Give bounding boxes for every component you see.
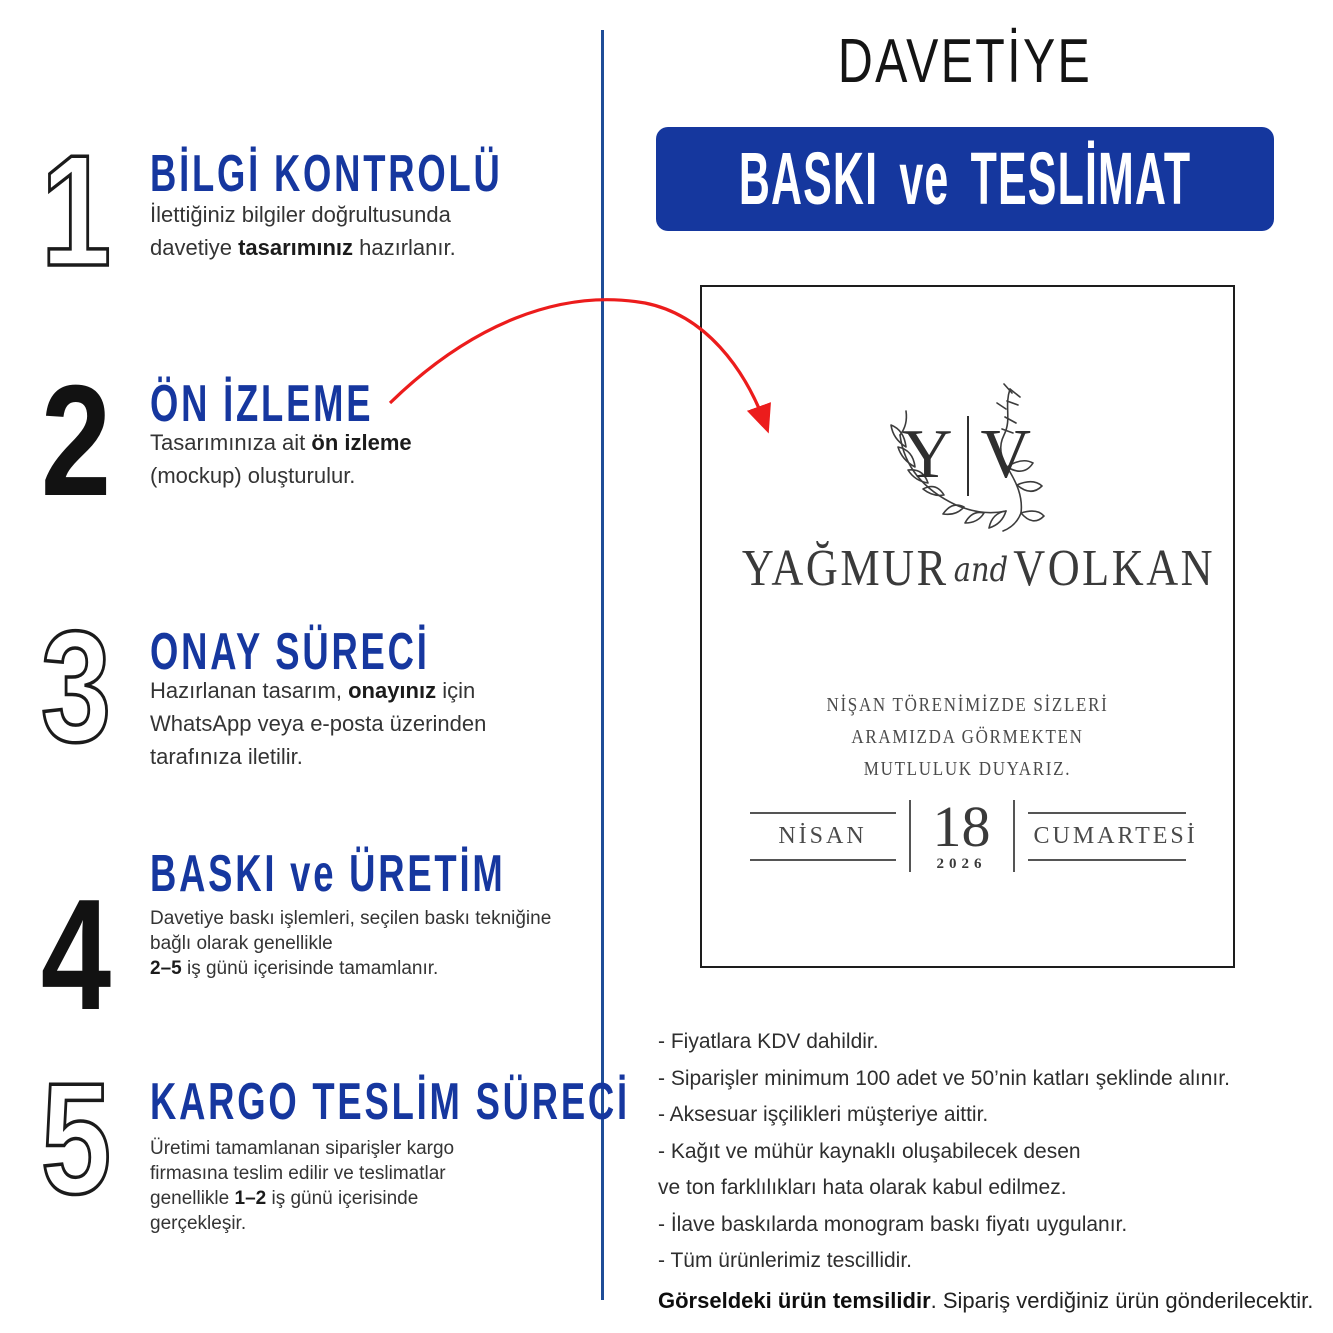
- name-connector: and: [953, 550, 1009, 590]
- step-5-desc-text: iş günü içerisinde gerçekleşir.: [150, 1188, 419, 1235]
- step-4-desc-text: Davetiye baskı işlemleri, seçilen baskı tekniğine bağlı olarak genellikle: [150, 908, 552, 955]
- bride-name: YAĞMUR: [741, 540, 949, 597]
- note-line: - Tüm ürünlerimiz tescillidir.: [658, 1249, 912, 1272]
- step-3-desc-bold: onayınız: [348, 678, 437, 703]
- step-5-title: KARGO TESLİM SÜRECİ: [150, 1073, 630, 1131]
- step-1-desc-text: İlettiğiniz bilgiler doğrultusunda davetiye: [150, 202, 451, 260]
- step-1-desc-bold: tasarımınız: [238, 235, 353, 260]
- date-month: NİSAN: [750, 812, 896, 861]
- note-line: ve ton farklılıkları hata olarak kabul edilmez.: [658, 1176, 1067, 1199]
- banner-label: BASKI ve TESLİMAT: [738, 137, 1192, 220]
- date-separator: [1013, 800, 1015, 872]
- monogram-right-initial: V: [980, 416, 1034, 493]
- step-5-desc-bold: 1–2: [234, 1188, 267, 1210]
- note-line: - Fiyatlara KDV dahildir.: [658, 1030, 879, 1053]
- monogram-left-initial: Y: [901, 416, 955, 493]
- baski-teslimat-banner: [656, 127, 1274, 231]
- message-line: NİŞAN TÖRENİMİZDE SİZLERİ: [826, 694, 1109, 716]
- step-4-title: BASKI ve ÜRETİM: [150, 845, 506, 903]
- footer-disclaimer: [658, 1288, 1313, 1314]
- step-2-number: 2: [40, 353, 112, 529]
- step-1-number: 1: [40, 123, 112, 299]
- invitation-card-preview: [700, 285, 1235, 968]
- monogram-divider: [967, 416, 969, 496]
- step-1-description: [150, 198, 522, 264]
- date-day: 18: [932, 794, 991, 859]
- date-separator: [909, 800, 911, 872]
- step-5-description: [150, 1136, 468, 1236]
- step-2-title: ÖN İZLEME: [150, 375, 374, 433]
- footer-regular-text: . Sipariş verdiğiniz ürün gönderilecektir.: [930, 1288, 1314, 1313]
- step-3-description: [150, 674, 555, 773]
- step-2-desc-bold: ön izleme: [311, 430, 412, 455]
- invitation-message: [742, 689, 1193, 785]
- groom-name: VOLKAN: [1013, 540, 1216, 597]
- step-2-desc-text: (mockup) oluşturulur.: [150, 463, 356, 488]
- date-day-column: [924, 794, 1000, 873]
- date-row: [702, 794, 1233, 873]
- step-4-number: 4: [40, 867, 112, 1043]
- step-3-number: 3: [40, 599, 112, 775]
- step-5-desc-text: Üretimi tamamlanan siparişler kargo firmasına teslim edilir ve teslimatlar genellikle: [150, 1138, 455, 1210]
- message-line: ARAMIZDA GÖRMEKTEN: [851, 726, 1084, 748]
- couple-names: [741, 539, 1216, 598]
- footer-bold-text: Görseldeki ürün temsilidir: [658, 1288, 931, 1313]
- step-1-title: BİLGİ KONTROLÜ: [150, 145, 503, 203]
- step-2-desc-text: Tasarımınıza ait: [150, 430, 312, 455]
- note-line: - Kağıt ve mühür kaynaklı oluşabilecek desen: [658, 1139, 1081, 1163]
- step-1-desc-text: hazırlanır.: [353, 235, 456, 260]
- step-3-desc-text: için WhatsApp veya e-posta üzerinden tarafınıza iletilir.: [150, 678, 487, 769]
- note-line: - Siparişler minimum 100 adet ve 50’nin katları şeklinde alınır.: [658, 1066, 1230, 1090]
- step-3-desc-text: Hazırlanan tasarım,: [150, 678, 349, 703]
- notes-list: [658, 1024, 1328, 1280]
- page-title: DAVETİYE: [837, 27, 1093, 96]
- message-line: MUTLULUK DUYARIZ.: [863, 758, 1072, 780]
- step-2-description: [150, 426, 460, 492]
- step-4-desc-text: iş günü içerisinde tamamlanır.: [181, 958, 439, 980]
- step-4-desc-bold: 2–5: [150, 958, 182, 980]
- date-year: 2026: [936, 856, 987, 873]
- step-4-description: [150, 906, 595, 981]
- step-3-title: ONAY SÜRECİ: [150, 623, 430, 681]
- note-line: - İlave baskılarda monogram baskı fiyatı uygulanır.: [658, 1212, 1128, 1236]
- monogram: [702, 415, 1233, 506]
- date-weekday: CUMARTESİ: [1028, 812, 1186, 861]
- step-5-number: 5: [40, 1051, 112, 1227]
- note-line: - Aksesuar işçilikleri müşteriye aittir.: [658, 1103, 989, 1126]
